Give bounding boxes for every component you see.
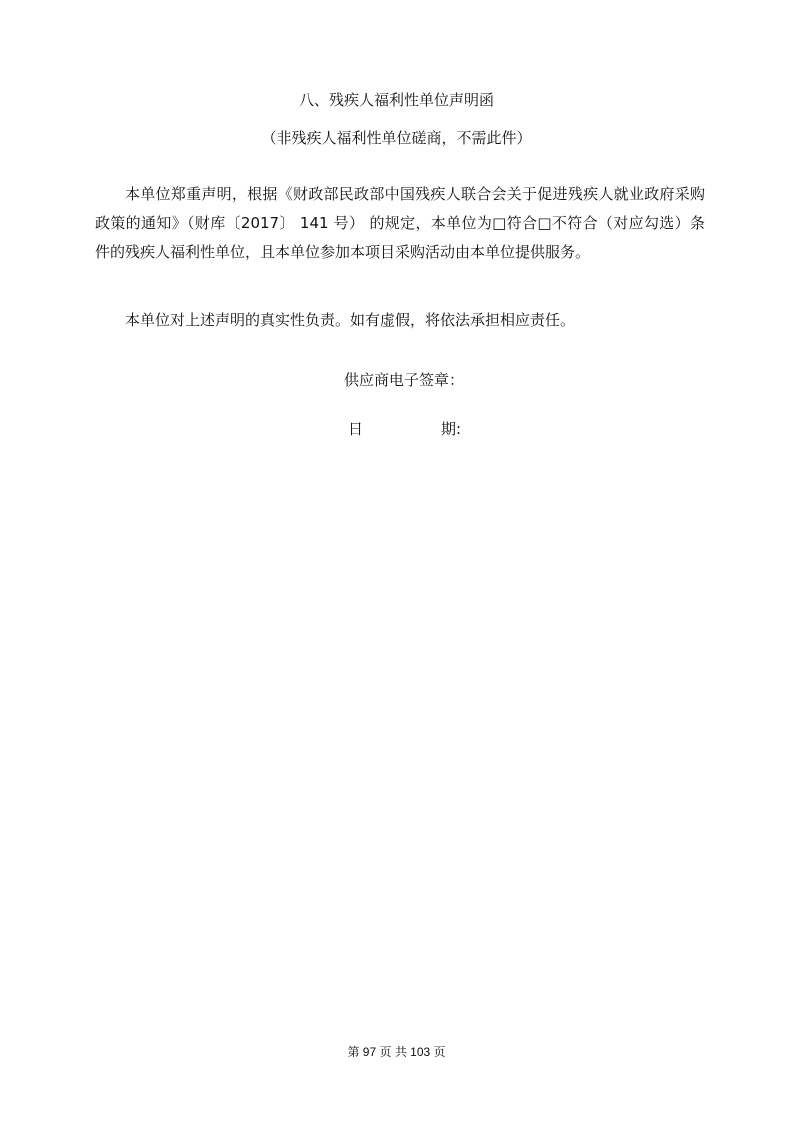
document-subtitle: （非残疾人福利性单位磋商，不需此件） (261, 129, 532, 147)
date-label-second-char: 期: (441, 420, 462, 438)
page-footer: 第 97 页 共 103 页 (347, 1045, 446, 1059)
date-label-first-char: 日 (348, 420, 364, 438)
document-title: 八、残疾人福利性单位声明函 (298, 91, 494, 109)
declaration-paragraph: 本单位郑重声明，根据《财政部民政部中国残疾人联合会关于促进残疾人就业政府采购政策的通知》（财库〔2017〕 141 号） 的规定，本单位为□符合□不符合（对应勾选）条件的残疾人福利性单位，且本单位参加本项目采购活动由本单位提供服务。 (95, 185, 705, 261)
responsibility-paragraph: 本单位对上述声明的真实性负责。如有虚假，将依法承担相应责任。 (125, 311, 576, 329)
signature-label: 供应商电子签章： (344, 371, 465, 389)
